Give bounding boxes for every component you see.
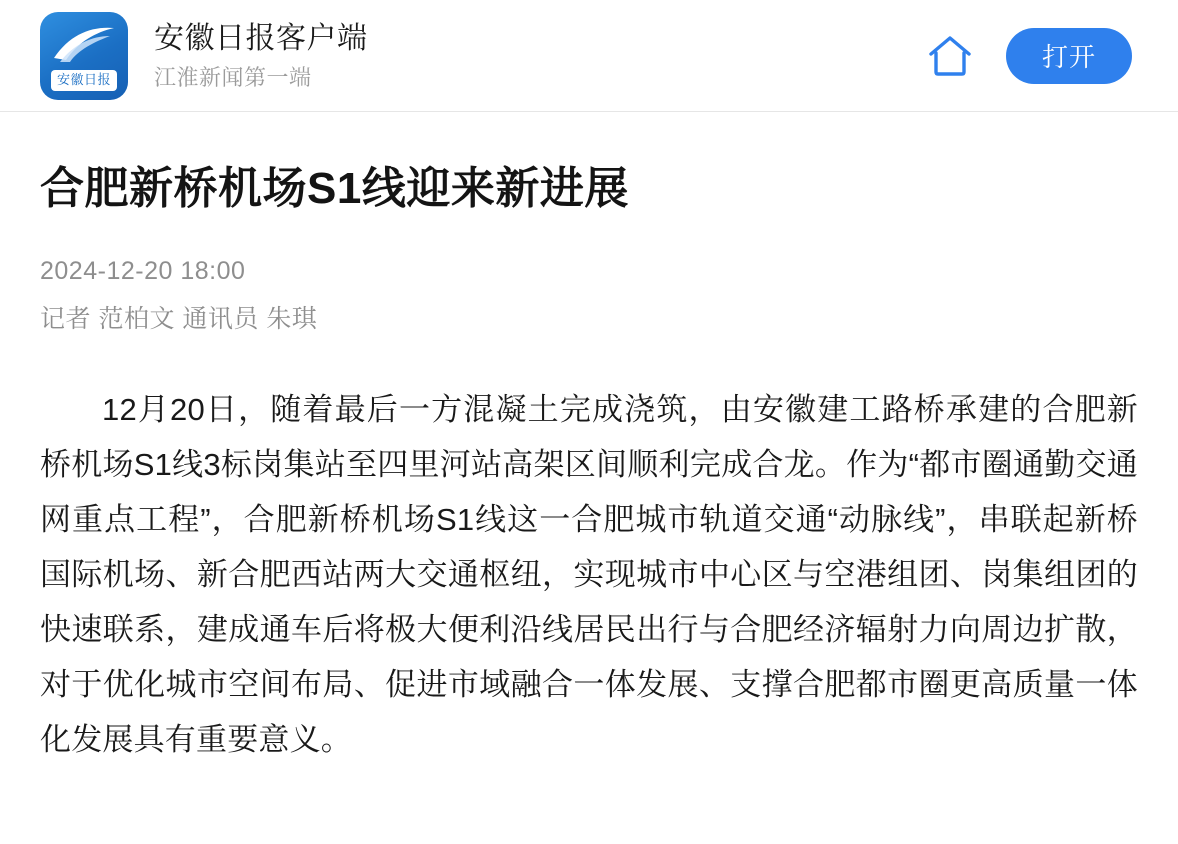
app-logo [40, 12, 128, 100]
app-meta [154, 20, 922, 92]
home-icon[interactable] [922, 28, 978, 84]
article-body [40, 382, 1138, 767]
logo-plate-text: 安徽日报 [51, 70, 117, 91]
page-title: 合肥新桥机场S1线迎来新进展 [40, 164, 629, 213]
publish-timestamp: 2024-12-20 18:00 [40, 257, 246, 285]
logo-swoosh-icon [48, 22, 120, 66]
article [0, 112, 1178, 767]
byline: 记者 范柏文 通讯员 朱琪 [40, 305, 318, 333]
article-paragraph: 12月20日，随着最后一方混凝土完成浇筑，由安徽建工路桥承建的合肥新桥机场S1线3标岗集站至四里河站高架区间顺利完成合龙。作为“都市圈通勤交通网重点工程”，合肥新桥机场S1线这一合肥城市轨道交通“动脉线”，串联起新桥国际机场、新合肥西站两大交通枢纽，实现城市中心区与空港组团、岗集组团的快速联系，建成通车后将极大便利沿线居民出行与合肥经济辐射力向周边扩散，对于优化城市空间布局、促进市域融合一体发展、支撑合肥都市圈更高质量一体化发展具有重要意义。 [40, 392, 1138, 757]
app-header [0, 0, 1178, 112]
app-name: 安徽日报客户端 [154, 21, 368, 55]
app-slogan: 江淮新闻第一端 [154, 64, 312, 90]
open-button[interactable]: 打开 [1006, 28, 1132, 84]
home-icon-glyph [925, 33, 975, 79]
